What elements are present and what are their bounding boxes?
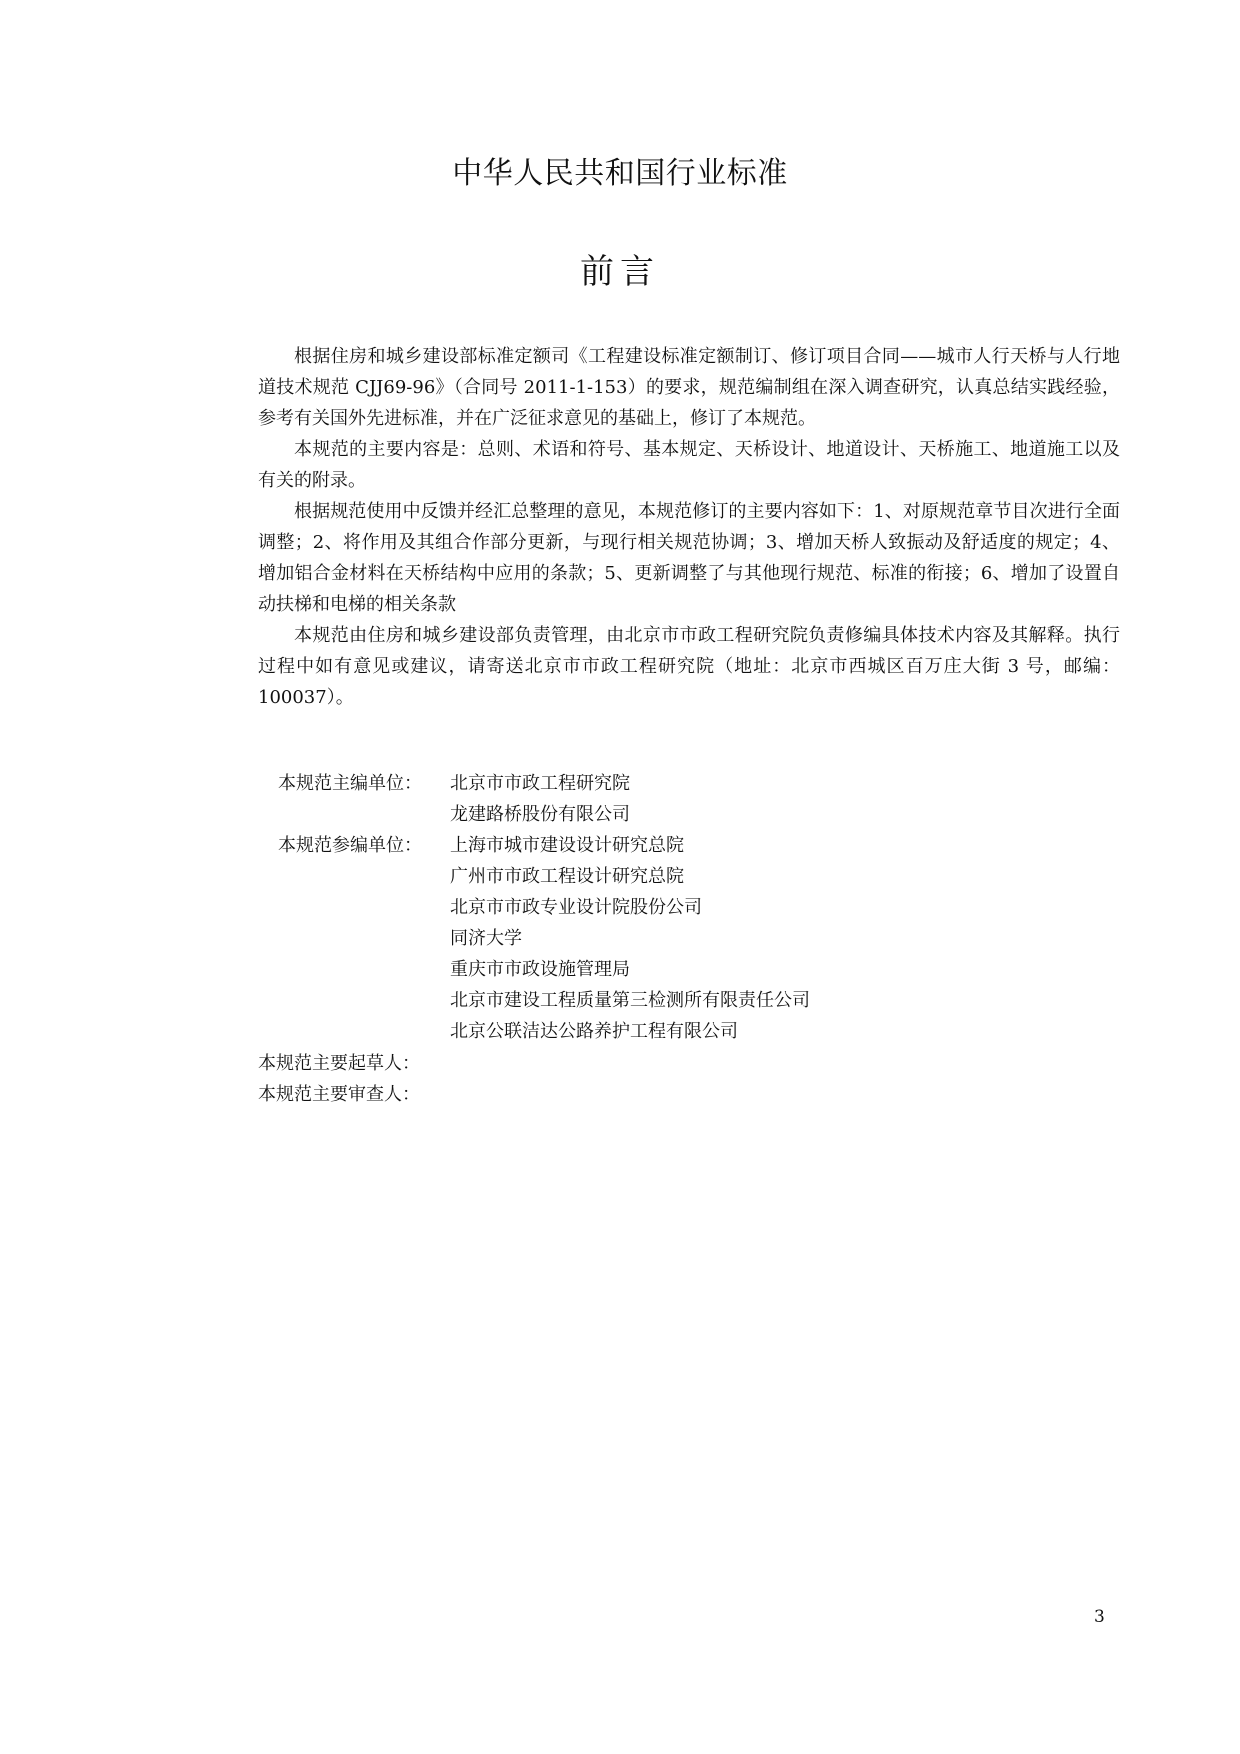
chief-unit-name: 北京市市政工程研究院: [450, 773, 630, 794]
paragraph-contents: 本规范的主要内容是：总则、术语和符号、基本规定、天桥设计、地道设计、天桥施工、地道施工以及有关的附录。: [258, 439, 1120, 491]
participating-units-label: 本规范参编单位：: [278, 835, 422, 856]
preface-body: [258, 341, 1120, 713]
participating-unit-name: 广州市市政工程设计研究总院: [450, 866, 684, 887]
paragraph-revisions: 根据规范使用中反馈并经汇总整理的意见，本规范修订的主要内容如下：1、对原规范章节目次进行全面调整；2、将作用及其组合作部分更新，与现行相关规范协调；3、增加天桥人致振动及舒适度的规定；4、增加铝合金材料在天桥结构中应用的条款；5、更新调整了与其他现行规范、标准的衔接；6、增加了设置自动扶梯和电梯的相关条款: [258, 501, 1120, 615]
preface-title: 前言: [580, 252, 660, 292]
participating-unit-name: 上海市城市建设设计研究总院: [450, 835, 684, 856]
drafters-label: 本规范主要起草人：: [258, 1053, 420, 1074]
paragraph-basis: 根据住房和城乡建设部标准定额司《工程建设标准定额制订、修订项目合同——城市人行天桥与人行地道技术规范 CJJ69-96》（合同号 2011-1-153）的要求，规范编制组在深入调查研究，认真总结实践经验，参考有关国外先进标准，并在广泛征求意见的基础上，修订了本规范。: [258, 346, 1120, 429]
participating-unit-row: [278, 892, 1120, 923]
reviewers-label: 本规范主要审查人：: [258, 1084, 420, 1105]
participating-unit-row: [278, 861, 1120, 892]
participating-unit-name: 北京市市政专业设计院股份公司: [450, 897, 702, 918]
chief-unit-row: [278, 799, 1120, 830]
paragraph-management: 本规范由住房和城乡建设部负责管理，由北京市市政工程研究院负责修编具体技术内容及其解释。执行过程中如有意见或建议，请寄送北京市市政工程研究院（地址：北京市西城区百万庄大街 3 号，邮编：100037）。: [258, 625, 1120, 708]
participating-unit-row: [278, 923, 1120, 954]
chief-unit-name: 龙建路桥股份有限公司: [450, 804, 630, 825]
units-list: [278, 768, 1120, 1047]
participating-unit-name: 北京市建设工程质量第三检测所有限责任公司: [450, 990, 810, 1011]
personnel-block: [258, 1048, 420, 1110]
participating-unit-row: [278, 830, 1120, 861]
participating-unit-row: [278, 1016, 1120, 1047]
participating-unit-row: [278, 954, 1120, 985]
standard-title: 中华人民共和国行业标准: [452, 156, 788, 191]
participating-unit-row: [278, 985, 1120, 1016]
chief-unit-row: [278, 768, 1120, 799]
participating-unit-name: 北京公联洁达公路养护工程有限公司: [450, 1021, 738, 1042]
page-number: 3: [1094, 1607, 1105, 1627]
participating-unit-name: 同济大学: [450, 928, 522, 949]
participating-unit-name: 重庆市市政设施管理局: [450, 959, 630, 980]
chief-units-label: 本规范主编单位：: [278, 773, 422, 794]
